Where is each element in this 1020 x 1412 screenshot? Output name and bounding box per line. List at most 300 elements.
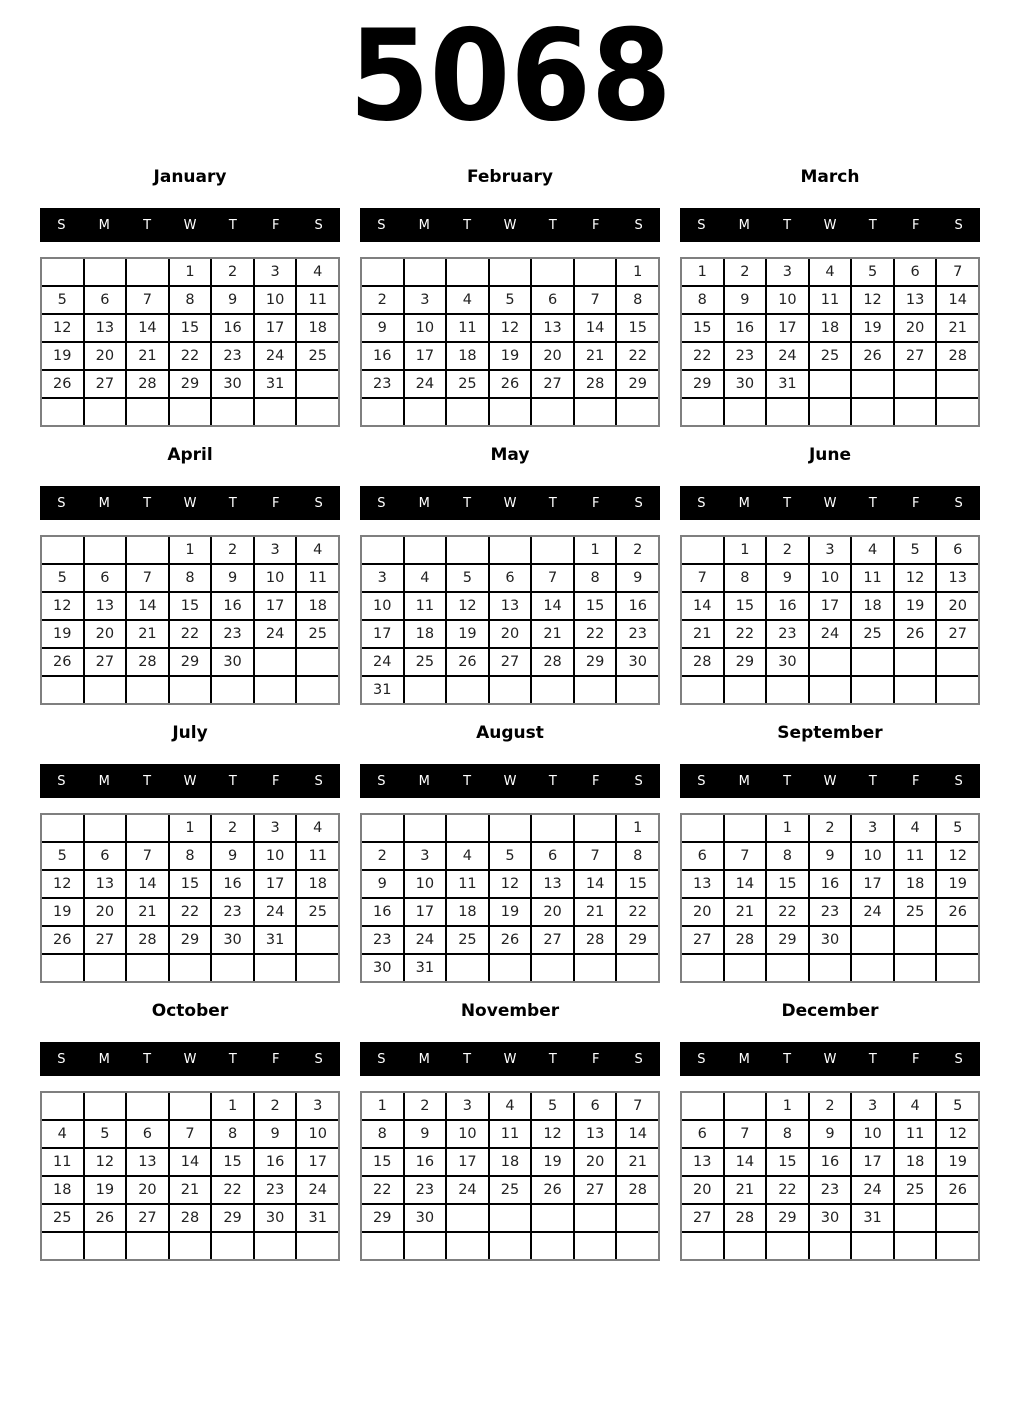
date-cell: 31 [405,955,446,981]
date-cell: 24 [852,899,893,925]
date-cell [725,955,766,981]
date-cell: 25 [405,649,446,675]
weekday-label: M [418,1051,430,1067]
weekday-label: M [738,1051,750,1067]
date-cell: 16 [212,315,253,341]
date-cell: 14 [575,315,616,341]
date-cell: 9 [212,287,253,313]
date-cell [895,371,936,397]
date-cell: 19 [937,1149,978,1175]
date-cell [212,1233,253,1259]
date-cell [895,1205,936,1231]
date-cell: 28 [170,1205,211,1231]
date-cell: 7 [725,1121,766,1147]
date-cell: 7 [937,259,978,285]
weekday-label: T [548,1051,557,1067]
date-cell: 22 [170,621,211,647]
weekday-label: S [697,1051,706,1067]
weekday-label: T [783,1051,792,1067]
date-cell [575,677,616,703]
date-cell: 9 [212,565,253,591]
date-cell: 15 [682,315,723,341]
date-cell [725,677,766,703]
date-cell [937,677,978,703]
date-cell: 21 [170,1177,211,1203]
date-cell [575,955,616,981]
date-cell: 25 [297,899,338,925]
date-cell: 4 [447,287,488,313]
date-cell: 18 [297,593,338,619]
date-cell: 6 [85,565,126,591]
date-cell: 17 [255,593,296,619]
date-cell: 16 [810,871,851,897]
date-cell: 28 [617,1177,658,1203]
date-cell: 10 [767,287,808,313]
dates-grid [40,535,340,705]
date-cell [212,955,253,981]
date-cell [85,677,126,703]
date-cell: 17 [255,871,296,897]
date-cell [767,399,808,425]
date-cell [532,815,573,841]
date-cell [447,815,488,841]
weekday-label: F [911,217,920,233]
date-cell: 8 [170,843,211,869]
date-cell: 18 [297,871,338,897]
date-cell: 6 [575,1093,616,1119]
date-cell [362,537,403,563]
date-cell: 18 [42,1177,83,1203]
date-cell: 7 [575,287,616,313]
date-cell: 5 [937,815,978,841]
weekday-label: F [911,1051,920,1067]
date-cell: 8 [725,565,766,591]
date-cell: 8 [767,1121,808,1147]
date-cell [170,677,211,703]
date-cell: 9 [212,843,253,869]
weekday-label: T [143,773,152,789]
date-cell: 28 [127,371,168,397]
date-cell: 6 [490,565,531,591]
date-cell: 27 [895,343,936,369]
weekday-label: F [911,773,920,789]
date-cell: 26 [937,1177,978,1203]
weekday-label: S [314,495,323,511]
date-cell: 29 [362,1205,403,1231]
date-cell: 18 [447,343,488,369]
date-cell: 20 [490,621,531,647]
date-cell: 13 [85,315,126,341]
date-cell: 18 [810,315,851,341]
month-block [40,994,340,1272]
weekday-label: S [57,217,66,233]
date-cell: 3 [255,537,296,563]
date-cell: 25 [297,621,338,647]
date-cell: 8 [575,565,616,591]
date-cell [532,537,573,563]
date-cell: 7 [682,565,723,591]
date-cell: 30 [212,371,253,397]
date-cell: 21 [127,343,168,369]
date-cell [255,955,296,981]
date-cell: 28 [127,649,168,675]
weekday-header [40,208,340,242]
date-cell: 7 [725,843,766,869]
weekday-label: T [228,1051,237,1067]
weekday-label: S [314,1051,323,1067]
date-cell [490,815,531,841]
date-cell [532,1233,573,1259]
date-cell: 17 [767,315,808,341]
date-cell: 26 [895,621,936,647]
date-cell: 15 [170,871,211,897]
month-block [360,160,660,438]
date-cell: 19 [532,1149,573,1175]
date-cell [575,259,616,285]
date-cell: 27 [682,1205,723,1231]
weekday-header [40,486,340,520]
month-block [680,716,980,994]
month-name: November [460,1001,560,1021]
date-cell: 9 [767,565,808,591]
date-cell: 2 [255,1093,296,1119]
weekday-label: M [738,495,750,511]
month-block [360,994,660,1272]
date-cell: 15 [170,593,211,619]
weekday-label: W [183,217,197,233]
date-cell: 5 [532,1093,573,1119]
date-cell [255,399,296,425]
dates-grid [40,813,340,983]
date-cell [810,649,851,675]
date-cell: 19 [490,343,531,369]
month-name: June [808,445,852,465]
date-cell [297,677,338,703]
date-cell [937,1233,978,1259]
weekday-label: T [548,495,557,511]
date-cell [170,399,211,425]
date-cell: 13 [895,287,936,313]
date-cell: 27 [937,621,978,647]
date-cell: 30 [725,371,766,397]
date-cell: 29 [575,649,616,675]
date-cell [85,537,126,563]
weekday-header [360,1042,660,1076]
date-cell: 20 [85,343,126,369]
date-cell: 5 [937,1093,978,1119]
weekday-label: S [954,1051,963,1067]
date-cell [42,399,83,425]
date-cell: 22 [617,899,658,925]
date-cell: 8 [617,287,658,313]
date-cell [447,955,488,981]
date-cell: 5 [490,287,531,313]
date-cell: 24 [405,927,446,953]
weekday-label: T [783,217,792,233]
date-cell: 16 [767,593,808,619]
date-cell: 8 [682,287,723,313]
date-cell: 13 [85,593,126,619]
date-cell: 28 [575,927,616,953]
date-cell: 28 [725,1205,766,1231]
date-cell: 26 [490,927,531,953]
date-cell: 11 [810,287,851,313]
weekday-label: F [591,495,600,511]
weekday-label: S [634,1051,643,1067]
date-cell: 21 [617,1149,658,1175]
date-cell: 3 [405,287,446,313]
date-cell: 29 [212,1205,253,1231]
date-cell: 25 [297,343,338,369]
weekday-header [360,208,660,242]
date-cell: 3 [255,259,296,285]
date-cell: 22 [767,899,808,925]
date-cell: 21 [575,899,616,925]
date-cell [725,399,766,425]
date-cell: 22 [362,1177,403,1203]
months-grid [40,160,980,1272]
date-cell [937,927,978,953]
month-block [360,438,660,716]
date-cell [85,1093,126,1119]
weekday-label: M [98,217,110,233]
date-cell: 3 [810,537,851,563]
date-cell: 4 [297,537,338,563]
date-cell: 8 [362,1121,403,1147]
date-cell: 30 [212,649,253,675]
date-cell: 3 [852,1093,893,1119]
date-cell [405,677,446,703]
date-cell [297,371,338,397]
date-cell: 22 [682,343,723,369]
date-cell: 25 [895,899,936,925]
date-cell [490,955,531,981]
date-cell: 11 [297,843,338,869]
weekday-label: W [503,773,517,789]
date-cell: 20 [895,315,936,341]
date-cell: 20 [682,1177,723,1203]
date-cell: 25 [42,1205,83,1231]
weekday-label: S [314,773,323,789]
date-cell: 25 [810,343,851,369]
date-cell: 11 [405,593,446,619]
date-cell [682,955,723,981]
weekday-label: S [954,495,963,511]
weekday-label: T [463,773,472,789]
date-cell: 23 [617,621,658,647]
weekday-label: S [634,773,643,789]
date-cell: 20 [85,899,126,925]
date-cell [127,1093,168,1119]
weekday-label: T [868,217,877,233]
date-cell: 27 [532,371,573,397]
month-block [40,438,340,716]
date-cell: 6 [85,287,126,313]
date-cell: 28 [682,649,723,675]
date-cell: 23 [255,1177,296,1203]
date-cell: 7 [170,1121,211,1147]
date-cell: 27 [575,1177,616,1203]
date-cell: 5 [42,843,83,869]
month-block [680,160,980,438]
date-cell: 30 [212,927,253,953]
date-cell: 16 [255,1149,296,1175]
date-cell [767,677,808,703]
date-cell [127,537,168,563]
date-cell: 4 [297,259,338,285]
weekday-label: T [548,217,557,233]
date-cell: 28 [532,649,573,675]
date-cell: 3 [767,259,808,285]
date-cell: 30 [405,1205,446,1231]
date-cell: 10 [447,1121,488,1147]
date-cell: 6 [895,259,936,285]
month-name: December [781,1001,879,1021]
date-cell [127,677,168,703]
date-cell [725,815,766,841]
date-cell: 14 [937,287,978,313]
date-cell [617,1233,658,1259]
weekday-label: T [548,773,557,789]
date-cell [405,399,446,425]
date-cell [362,259,403,285]
weekday-label: W [823,1051,837,1067]
date-cell [767,955,808,981]
month-name: March [800,167,860,187]
date-cell: 29 [725,649,766,675]
date-cell: 8 [617,843,658,869]
date-cell: 5 [447,565,488,591]
date-cell: 27 [532,927,573,953]
dates-grid [360,813,660,983]
date-cell: 3 [297,1093,338,1119]
date-cell: 21 [725,1177,766,1203]
date-cell: 9 [725,287,766,313]
date-cell: 30 [810,1205,851,1231]
month-block [40,716,340,994]
date-cell [170,1093,211,1119]
date-cell: 15 [617,315,658,341]
date-cell: 3 [405,843,446,869]
date-cell: 12 [447,593,488,619]
date-cell: 29 [170,371,211,397]
dates-grid [40,257,340,427]
date-cell [42,815,83,841]
date-cell: 12 [42,871,83,897]
weekday-label: S [57,495,66,511]
date-cell: 19 [42,899,83,925]
date-cell [127,259,168,285]
weekday-label: W [183,495,197,511]
date-cell: 22 [725,621,766,647]
date-cell: 17 [405,899,446,925]
date-cell: 26 [42,649,83,675]
date-cell: 13 [937,565,978,591]
date-cell: 31 [255,371,296,397]
date-cell: 8 [170,287,211,313]
date-cell [682,1093,723,1119]
dates-grid [40,1091,340,1261]
date-cell: 15 [767,871,808,897]
date-cell: 23 [725,343,766,369]
date-cell [575,399,616,425]
date-cell: 21 [127,621,168,647]
date-cell: 6 [127,1121,168,1147]
date-cell: 6 [682,843,723,869]
date-cell [490,259,531,285]
date-cell [767,1233,808,1259]
date-cell: 18 [895,871,936,897]
date-cell: 21 [532,621,573,647]
date-cell [297,955,338,981]
date-cell: 10 [297,1121,338,1147]
date-cell [937,649,978,675]
date-cell: 16 [405,1149,446,1175]
date-cell [297,399,338,425]
month-block [360,716,660,994]
date-cell: 9 [255,1121,296,1147]
date-cell [895,677,936,703]
date-cell: 10 [852,1121,893,1147]
dates-grid [360,257,660,427]
date-cell: 5 [42,565,83,591]
date-cell: 16 [212,871,253,897]
date-cell: 16 [212,593,253,619]
date-cell: 5 [490,843,531,869]
date-cell: 9 [362,315,403,341]
date-cell: 20 [532,899,573,925]
date-cell: 14 [127,315,168,341]
date-cell: 29 [170,649,211,675]
date-cell [895,955,936,981]
date-cell: 3 [852,815,893,841]
weekday-label: T [228,773,237,789]
date-cell: 1 [170,537,211,563]
date-cell [937,371,978,397]
weekday-header [40,764,340,798]
weekday-label: T [228,495,237,511]
month-name: February [466,167,554,187]
date-cell: 11 [490,1121,531,1147]
date-cell: 24 [810,621,851,647]
weekday-label: F [911,495,920,511]
date-cell [447,537,488,563]
date-cell: 2 [362,843,403,869]
date-cell [42,537,83,563]
weekday-label: W [503,217,517,233]
date-cell: 29 [767,927,808,953]
date-cell: 25 [490,1177,531,1203]
date-cell: 12 [895,565,936,591]
date-cell [170,955,211,981]
date-cell: 2 [212,815,253,841]
date-cell: 25 [895,1177,936,1203]
weekday-label: F [271,773,280,789]
weekday-label: W [823,495,837,511]
date-cell: 12 [937,843,978,869]
date-cell: 23 [212,621,253,647]
date-cell: 19 [490,899,531,925]
date-cell: 18 [447,899,488,925]
date-cell: 13 [532,871,573,897]
date-cell: 7 [127,843,168,869]
date-cell [725,1093,766,1119]
date-cell: 7 [575,843,616,869]
weekday-label: M [418,773,430,789]
weekday-label: S [377,773,386,789]
date-cell: 21 [937,315,978,341]
date-cell: 4 [490,1093,531,1119]
